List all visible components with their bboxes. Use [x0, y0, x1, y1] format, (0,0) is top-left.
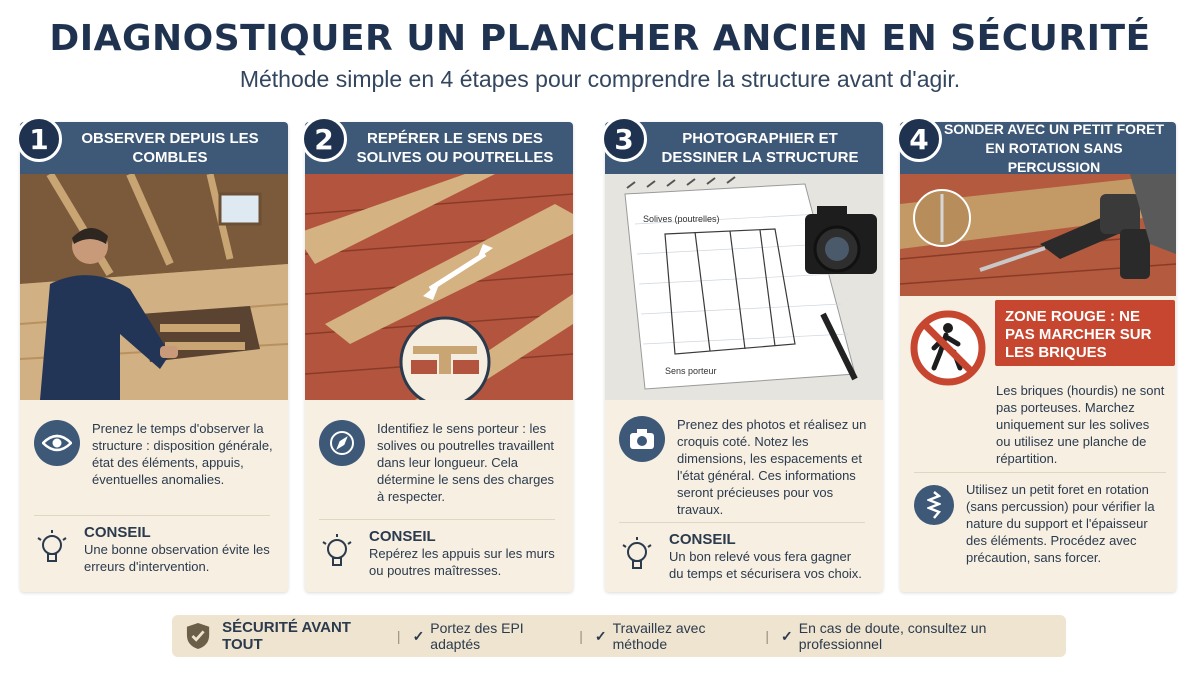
step-text: Identifiez le sens porteur : les solives ou poutrelles travaillent dans leur longueur. Cela détermine le sens des charges à respecter. — [377, 421, 555, 504]
page-subtitle: Méthode simple en 4 étapes pour comprendre la structure avant d'agir. — [239, 66, 961, 92]
footer-item: ✓ Portez des EPI adaptés — [412, 620, 524, 652]
check-icon: ✓ — [781, 627, 793, 644]
sketch-photo — [605, 174, 883, 400]
check-icon: ✓ — [594, 627, 607, 644]
tip-title: CONSEIL — [369, 528, 436, 545]
drill-photo — [900, 174, 1176, 296]
step-card-3 — [605, 122, 883, 592]
step-title: PHOTOGRAPHIER ET DESSINER LA STRUCTURE — [605, 122, 883, 174]
drill-bit-icon — [914, 485, 954, 525]
lightbulb-icon — [34, 524, 74, 573]
eye-icon — [34, 420, 80, 466]
lightbulb-icon — [319, 528, 359, 577]
check-icon: ✓ — [412, 627, 425, 644]
step-card-1 — [20, 122, 288, 592]
step-number: 2 — [301, 116, 347, 162]
step-number: 4 — [896, 116, 942, 162]
tip-box — [319, 519, 555, 579]
tip-title: CONSEIL — [84, 524, 151, 541]
warning-text: Les briques (hourdis) ne sont pas porteuses. Marchez uniquement sur les solives ou utilisez une planche de répartition. — [996, 383, 1165, 466]
step-text: Prenez des photos et réalisez un croquis coté. Notez les dimensions, les espacements et l'état général. Ces informations seront précieuses pour vos travaux. — [677, 417, 867, 517]
step-text: Prenez le temps d'observer la structure : disposition générale, état des éléments, appuis, éventuelles anomalies. — [92, 421, 273, 487]
compass-icon — [319, 420, 365, 466]
red-zone-warning: ZONE ROUGE : NE PAS MARCHER SUR LES BRIQUES — [995, 300, 1175, 366]
tip-title: CONSEIL — [669, 531, 736, 548]
step-card-2 — [305, 122, 573, 592]
attic-photo — [20, 174, 288, 400]
page-title: DIAGNOSTIQUER UN PLANCHER ANCIEN EN SÉCURITÉ — [49, 18, 1151, 59]
step-title: OBSERVER DEPUIS LES COMBLES — [20, 122, 288, 174]
footer-title: SÉCURITÉ AVANT TOUT — [222, 619, 351, 653]
joists-photo — [305, 174, 573, 400]
tip-text: Repérez les appuis sur les murs ou poutres maîtresses. — [369, 546, 555, 578]
tip-box — [34, 515, 270, 575]
step-card-4 — [900, 122, 1176, 592]
footer-item: ✓ En cas de doute, consultez un professionnel — [781, 620, 987, 652]
shield-icon — [186, 621, 210, 651]
tip-text: Une bonne observation évite les erreurs d'intervention. — [84, 542, 270, 574]
step-title: REPÉRER LE SENS DES SOLIVES OU POUTRELLES — [305, 122, 573, 174]
no-walking-icon — [908, 308, 988, 393]
camera-icon — [619, 416, 665, 462]
footer-item: ✓ Travaillez avec méthode — [594, 620, 706, 652]
step-number: 3 — [601, 116, 647, 162]
sketch-label-direction: Sens porteur — [665, 366, 717, 376]
lightbulb-icon — [619, 531, 659, 580]
tip-text: Un bon relevé vous fera gagner du temps et sécurisera vos choix. — [669, 549, 862, 581]
step-number: 1 — [16, 116, 62, 162]
tip-box — [619, 522, 865, 582]
step-text: Utilisez un petit foret en rotation (sans percussion) pour vérifier la nature du support et l'épaisseur des éléments. Procédez avec précaution, sans forcer. — [966, 482, 1155, 565]
step-title: SONDER AVEC UN PETIT FORET EN ROTATION SANS PERCUSSION — [900, 122, 1176, 174]
sketch-label-joists: Solives (poutrelles) — [643, 214, 720, 224]
safety-footer: SÉCURITÉ AVANT TOUT | ✓ Portez des EPI adaptés | ✓ Travaillez avec méthode | ✓ En cas de doute, consultez un professionnel — [172, 615, 1066, 657]
